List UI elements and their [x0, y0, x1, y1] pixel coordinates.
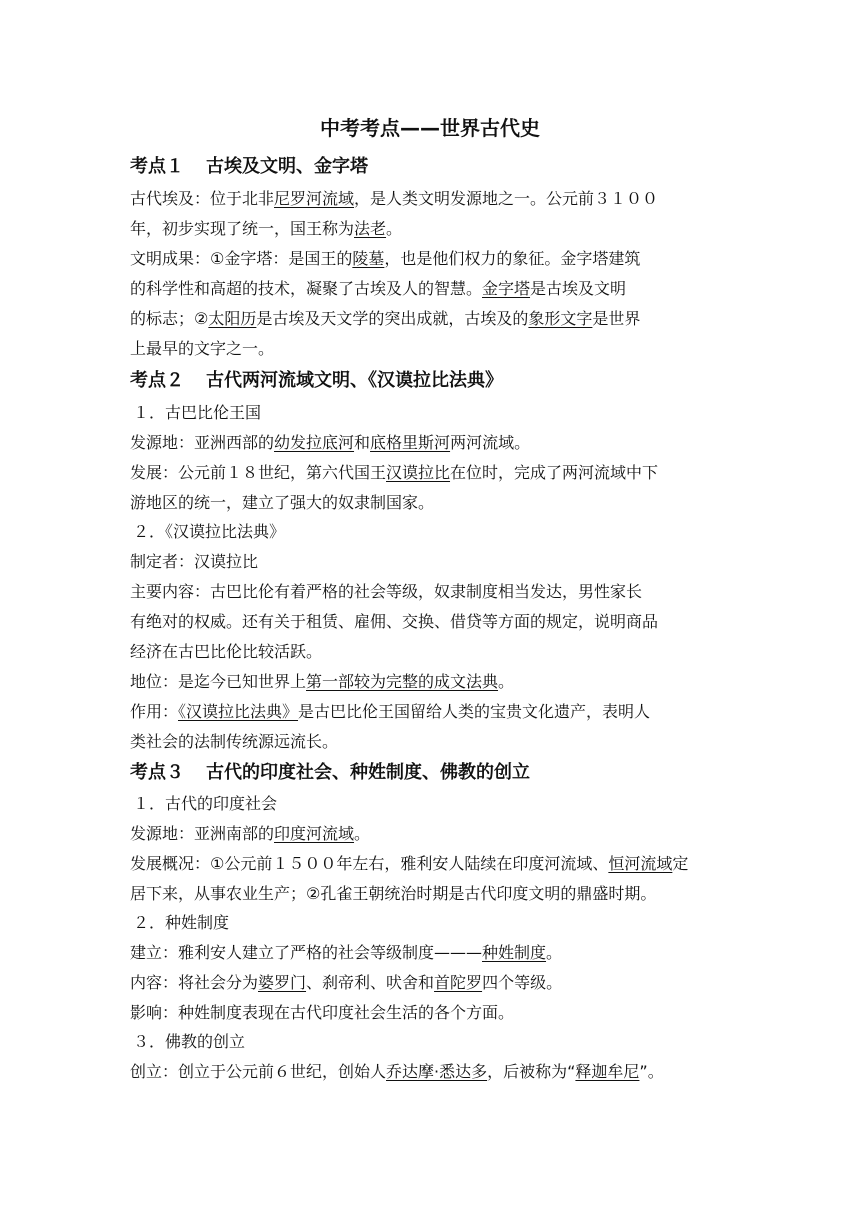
- paragraph-line: [130, 244, 640, 274]
- text: 的科学性和高超的技术，凝聚了古埃及人的智慧。: [130, 279, 483, 298]
- paragraph-line: 游地区的统一，建立了强大的奴隶制国家。: [130, 493, 435, 512]
- key-term: 法老: [354, 219, 387, 238]
- section-1-heading: [130, 152, 368, 182]
- paragraph-line: 居下来，从事农业生产；②孔雀王朝统治时期是古代印度文明的鼎盛时期。: [130, 884, 657, 903]
- paragraph-line: 上最早的文字之一。: [130, 339, 275, 358]
- subheading: ３．佛教的创立: [133, 1032, 246, 1051]
- text: 发展：公元前１８世纪，第六代国王: [130, 463, 387, 482]
- paragraph-line: [130, 697, 650, 727]
- section-2-title: 古代两河流域文明、《汉谟拉比法典》: [206, 370, 503, 391]
- subheading: ２．种姓制度: [133, 913, 230, 932]
- key-term: 乔达摩·悉达多: [386, 1062, 488, 1081]
- key-term: 太阳历: [208, 309, 257, 328]
- text: 和: [354, 433, 371, 452]
- section-1-title: 古埃及文明、金字塔: [206, 156, 368, 177]
- section-3-title: 古代的印度社会、种姓制度、佛教的创立: [206, 762, 530, 783]
- paragraph-line: [130, 458, 658, 488]
- key-term: 释迦牟尼: [575, 1062, 640, 1081]
- paragraph-line: 类社会的法制传统源远流长。: [130, 732, 339, 751]
- key-term: 幼发拉底河: [274, 433, 355, 452]
- text: 地位：是迄今已知世界上: [130, 672, 307, 691]
- key-term: 《汉谟拉比法典》: [178, 702, 299, 721]
- paragraph-line: [130, 1057, 664, 1087]
- text: 四个等级。: [482, 973, 563, 992]
- section-3-heading: [130, 758, 530, 788]
- text: 是古埃及文明: [530, 279, 627, 298]
- key-term: 象形文字: [528, 309, 593, 328]
- text: 。: [546, 943, 563, 962]
- text: 。: [354, 824, 371, 843]
- key-term: 种姓制度: [482, 943, 547, 962]
- paragraph-line: 影响：种姓制度表现在古代印度社会生活的各个方面。: [130, 1003, 515, 1022]
- text: 是古巴比伦王国留给人类的宝贵文化遗产，表明人: [298, 702, 651, 721]
- text: ”。: [639, 1062, 664, 1081]
- paragraph-line: [130, 184, 658, 214]
- text: 作用：: [130, 702, 179, 721]
- text: 建立：雅利安人建立了严格的社会等级制度———: [130, 943, 483, 962]
- text: 是世界: [592, 309, 641, 328]
- key-term: 印度河流域: [274, 824, 355, 843]
- section-2-heading: [130, 366, 503, 396]
- paragraph-line: 主要内容：古巴比伦有着严格的社会等级，奴隶制度相当发达，男性家长: [130, 582, 643, 601]
- text: ，是人类文明发源地之一。公元前３１００: [354, 189, 659, 208]
- text: 的标志；②: [130, 309, 209, 328]
- text: 年，初步实现了统一，国王称为: [130, 219, 355, 238]
- key-term: 尼罗河流域: [274, 189, 355, 208]
- paragraph-line: 有绝对的权威。还有关于租赁、雇佣、交换、借贷等方面的规定，说明商品: [130, 612, 659, 631]
- text: 两河流域。: [450, 433, 531, 452]
- key-term: 恒河流域: [608, 854, 673, 873]
- subheading: １．古代的印度社会: [133, 794, 278, 813]
- paragraph-line: [130, 938, 562, 968]
- text: 发源地：亚洲西部的: [130, 433, 275, 452]
- paragraph-line: 制定者：汉谟拉比: [130, 552, 259, 571]
- text: 发源地：亚洲南部的: [130, 824, 275, 843]
- paragraph-line: [130, 968, 562, 998]
- text: ，也是他们权力的象征。金字塔建筑: [384, 249, 641, 268]
- key-term: 陵墓: [352, 249, 385, 268]
- key-term: 首陀罗: [434, 973, 483, 992]
- text: 定: [672, 854, 689, 873]
- key-term: 底格里斯河: [370, 433, 451, 452]
- section-1-number: 考点１: [130, 156, 184, 177]
- text: 、刹帝利、吠舍和: [306, 973, 435, 992]
- text: 是古埃及天文学的突出成就，古埃及的: [256, 309, 529, 328]
- subheading: ２．《汉谟拉比法典》: [133, 522, 286, 541]
- paragraph-line: [130, 274, 626, 304]
- text: ，后被称为“: [487, 1062, 576, 1081]
- paragraph-line: [130, 428, 530, 458]
- key-term: 金字塔: [482, 279, 531, 298]
- key-term: 婆罗门: [258, 973, 307, 992]
- page-title: 中考考点——世界古代史: [320, 116, 540, 140]
- key-term: 第一部较为完整的成文法典: [306, 672, 499, 691]
- paragraph-line: [130, 304, 640, 334]
- text: 发展概况：①公元前１５００年左右，雅利安人陆续在印度河流域、: [130, 854, 609, 873]
- section-2-number: 考点２: [130, 370, 184, 391]
- text: 内容：将社会分为: [130, 973, 259, 992]
- text: 文明成果：①金字塔：是国王的: [130, 249, 353, 268]
- paragraph-line: [130, 667, 514, 697]
- paragraph-line: 经济在古巴比伦比较活跃。: [130, 642, 323, 661]
- text: 创立：创立于公元前６世纪，创始人: [130, 1062, 387, 1081]
- text: 。: [498, 672, 515, 691]
- paragraph-line: [130, 819, 370, 849]
- section-3-number: 考点３: [130, 762, 184, 783]
- text: 在位时，完成了两河流域中下: [450, 463, 659, 482]
- text: 古代埃及：位于北非: [130, 189, 275, 208]
- subheading: １．古巴比伦王国: [133, 403, 262, 422]
- text: 。: [386, 219, 403, 238]
- paragraph-line: [130, 214, 402, 244]
- key-term: 汉谟拉比: [386, 463, 451, 482]
- paragraph-line: [130, 849, 688, 879]
